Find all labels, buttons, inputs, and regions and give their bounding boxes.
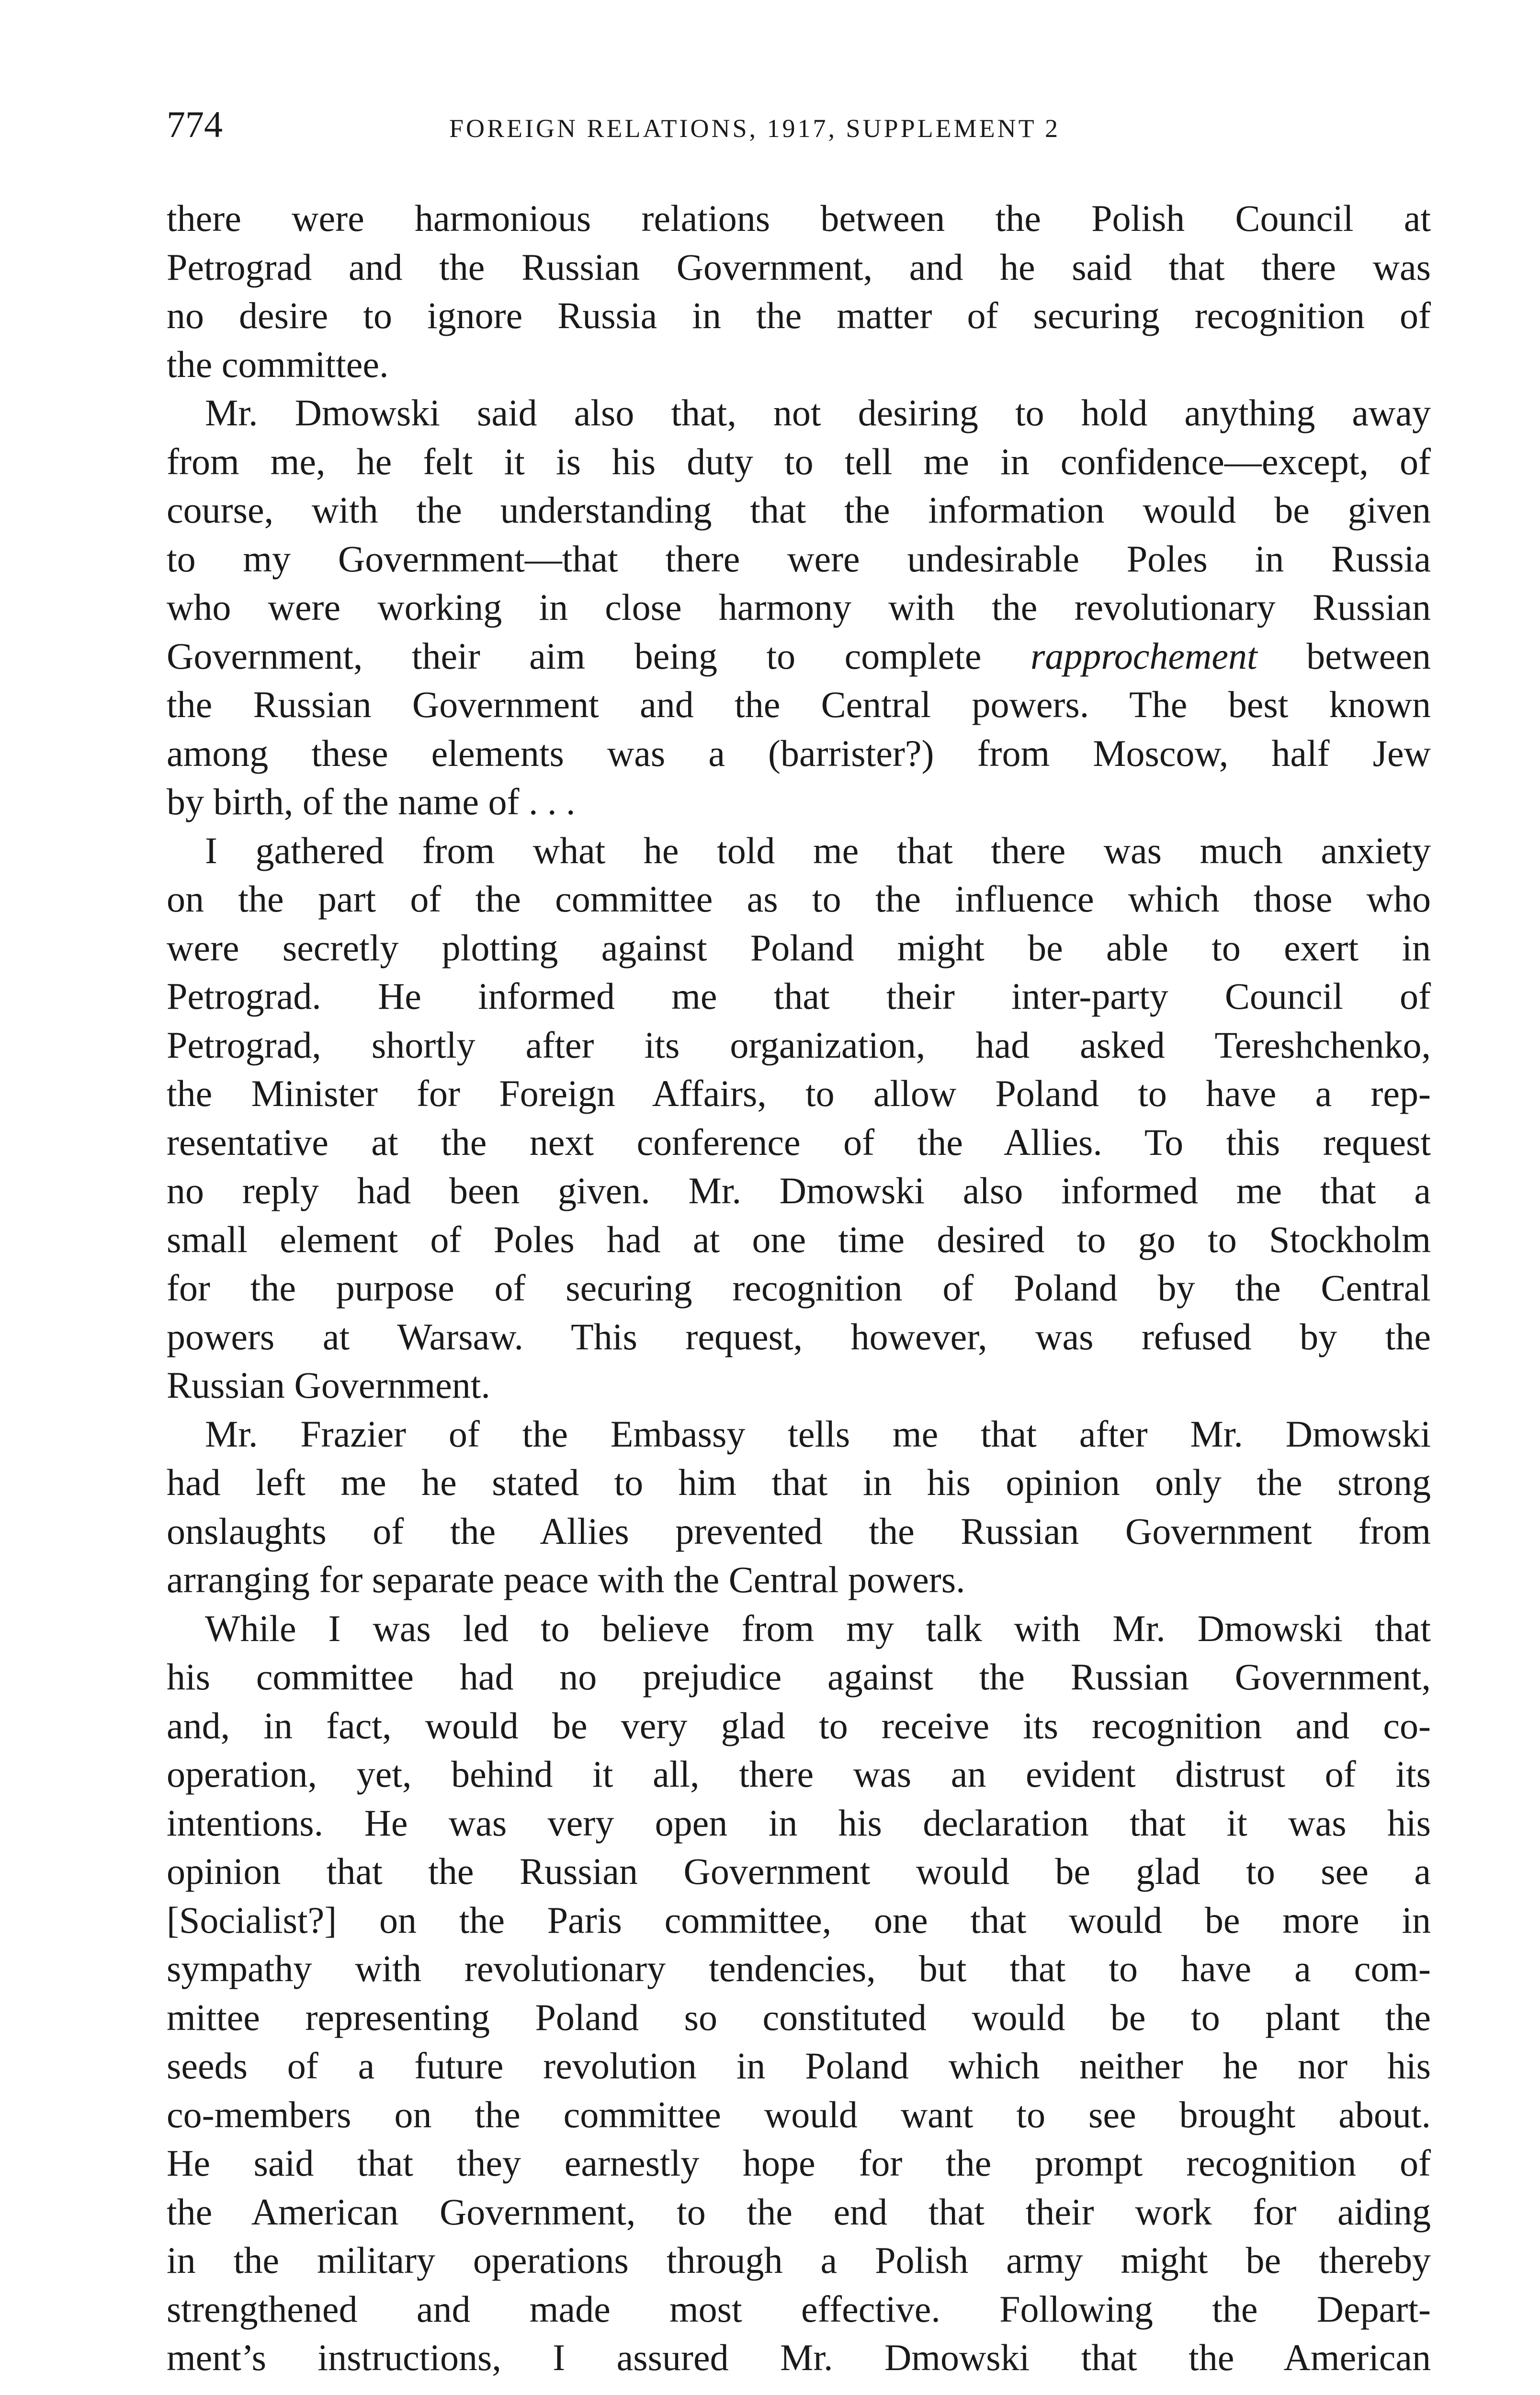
text-line: course, with the understanding that the information would be given xyxy=(167,489,1431,531)
text-line: the American Government, to the end that their work for aiding xyxy=(167,2190,1431,2233)
text-line: onslaughts of the Allies prevented the Russian Government from xyxy=(167,1510,1431,1552)
paragraph-5 xyxy=(167,1604,1431,2382)
text-line: Mr. Frazier of the Embassy tells me that after Mr. Dmowski xyxy=(205,1413,1431,1455)
text-line: He said that they earnestly hope for the prompt recognition of xyxy=(167,2142,1431,2184)
text-line: who were working in close harmony with the revolutionary Russian xyxy=(167,586,1431,628)
text-line: arranging for separate peace with the Central powers. xyxy=(167,1559,965,1600)
text-line: operation, yet, behind it all, there was an evident distrust of its xyxy=(167,1753,1431,1795)
text-line: seeds of a future revolution in Poland which neither he nor his xyxy=(167,2045,1431,2087)
text-line: opinion that the Russian Government would be glad to see a xyxy=(167,1850,1431,1892)
text-line: strengthened and made most effective. Following the Depart- xyxy=(167,2288,1431,2330)
text-line: Petrograd. He informed me that their inter-party Council of xyxy=(167,975,1431,1017)
text-line: from me, he felt it is his duty to tell me in confidence—except, of xyxy=(167,440,1431,482)
text-segment: between xyxy=(1257,635,1431,677)
text-line: I gathered from what he told me that there was much anxiety xyxy=(205,829,1431,871)
text-line: in the military operations through a Polish army might be thereby xyxy=(167,2239,1431,2281)
text-line: ment’s instructions, I assured Mr. Dmowski that the American xyxy=(167,2337,1431,2378)
text-line: resentative at the next conference of the Allies. To this request xyxy=(167,1121,1431,1163)
text-line: sympathy with revolutionary tendencies, but that to have a com- xyxy=(167,1948,1431,1989)
text-line: While I was led to believe from my talk with Mr. Dmowski that xyxy=(205,1607,1431,1649)
text-line: no reply had been given. Mr. Dmowski also informed me that a xyxy=(167,1170,1431,1211)
text-line: there were harmonious relations between the Polish Council at xyxy=(167,197,1431,239)
text-line: small element of Poles had at one time desired to go to Stockholm xyxy=(167,1218,1431,1260)
text-line: on the part of the committee as to the influence which those who xyxy=(167,878,1431,920)
text-line: intentions. He was very open in his declaration that it was his xyxy=(167,1802,1431,1844)
paragraph-4 xyxy=(167,1410,1431,1604)
text-line: Russian Government. xyxy=(167,1364,490,1406)
text-line: Petrograd, shortly after its organization, had asked Tereshchenko, xyxy=(167,1024,1431,1066)
italic-term: rapprochement xyxy=(1030,635,1257,677)
text-line: his committee had no prejudice against the Russian Government, xyxy=(167,1656,1431,1698)
text-line: the Minister for Foreign Affairs, to allow Poland to have a rep- xyxy=(167,1072,1431,1114)
text-line: were secretly plotting against Poland might be able to exert in xyxy=(167,926,1431,969)
paragraph-1 xyxy=(167,194,1431,388)
text-line: powers at Warsaw. This request, however, was refused by the xyxy=(167,1315,1431,1357)
text-line: among these elements was a (barrister?) from Moscow, half Jew xyxy=(167,732,1431,774)
running-head xyxy=(167,103,1431,160)
document-page xyxy=(167,103,1431,2382)
text-segment: Government, their aim being to complete xyxy=(167,635,1030,677)
text-line: co-members on the committee would want to see brought about. xyxy=(167,2093,1431,2135)
text-line: mittee representing Poland so constituted would be to plant the xyxy=(167,1996,1431,2038)
text-line: by birth, of the name of . . . xyxy=(167,781,576,822)
text-line: and, in fact, would be very glad to receive its recognition and co- xyxy=(167,1704,1431,1746)
text-line: the Russian Government and the Central powers. The best known xyxy=(167,684,1431,725)
text-line: Petrograd and the Russian Government, and he said that there was xyxy=(167,246,1431,288)
paragraph-3 xyxy=(167,826,1431,1410)
paragraph-2 xyxy=(167,388,1431,826)
text-line: Mr. Dmowski said also that, not desiring to hold anything away xyxy=(205,392,1431,433)
text-line: for the purpose of securing recognition of Poland by the Central xyxy=(167,1267,1431,1309)
text-line: to my Government—that there were undesirable Poles in Russia xyxy=(167,537,1431,580)
running-title: FOREIGN RELATIONS, 1917, SUPPLEMENT 2 xyxy=(449,114,1061,143)
page-number: 774 xyxy=(167,103,223,145)
text-line: the committee. xyxy=(167,343,389,385)
text-line: [Socialist?] on the Paris committee, one that would be more in xyxy=(167,1899,1431,1941)
text-line: no desire to ignore Russia in the matter of securing recognition of xyxy=(167,295,1431,336)
text-line: had left me he stated to him that in his opinion only the strong xyxy=(167,1461,1431,1503)
text-line-with-italic xyxy=(167,632,1431,681)
